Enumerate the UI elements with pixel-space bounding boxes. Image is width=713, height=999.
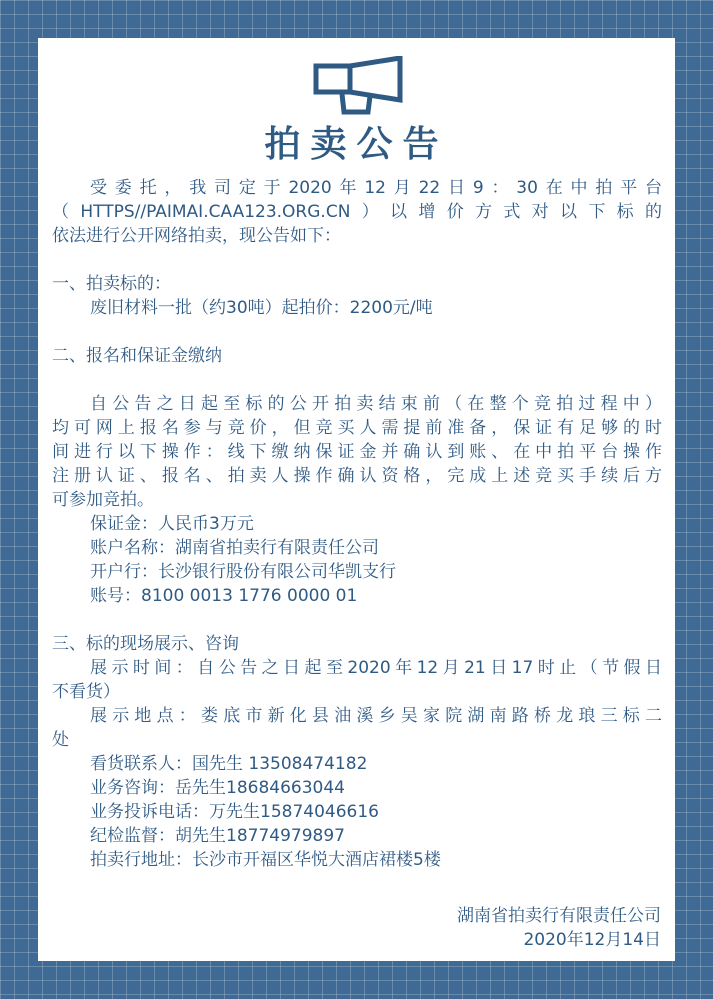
section2-para-line: 间进行以下操作：线下缴纳保证金并确认到账、在中拍平台操作 bbox=[52, 442, 662, 462]
account-number: 账号：8100 0013 1776 0000 01 bbox=[90, 586, 358, 606]
contact-line: 业务投诉电话：万先生15874046616 bbox=[90, 802, 379, 822]
notice-paper bbox=[38, 38, 675, 961]
deposit: 保证金：人民币3万元 bbox=[90, 514, 254, 534]
notice-title: 拍卖公告 bbox=[264, 124, 449, 165]
contact-line: 纪检监督：胡先生18774979897 bbox=[90, 826, 345, 846]
display-place: 处 bbox=[52, 730, 69, 750]
intro-line: （HTTPS//PAIMAI.CAA123.ORG.CN）以增价方式对以下标的 bbox=[52, 202, 662, 222]
section2-para-line: 注册认证、报名、拍卖人操作确认资格，完成上述竞买手续后方 bbox=[52, 466, 662, 486]
intro-line: 受委托，我司定于2020年12月22日9：30在中拍平台 bbox=[90, 178, 662, 198]
megaphone-icon bbox=[310, 56, 406, 116]
display-time: 不看货） bbox=[52, 682, 120, 702]
intro-line: 依法进行公开网络拍卖，现公告如下： bbox=[52, 226, 341, 246]
section2-para-line: 可参加竞拍。 bbox=[52, 490, 154, 510]
contact-line: 业务咨询：岳先生18684663044 bbox=[90, 778, 345, 798]
section2-heading: 二、报名和保证金缴纳 bbox=[52, 346, 222, 366]
section2-para-line: 均可网上报名参与竞价，但竞买人需提前准备，保证有足够的时 bbox=[52, 418, 662, 438]
signature-company: 湖南省拍卖行有限责任公司 bbox=[457, 906, 661, 926]
contact-line: 看货联系人：国先生 13508474182 bbox=[90, 754, 368, 774]
section2-para-line: 自公告之日起至标的公开拍卖结束前（在整个竞拍过程中） bbox=[90, 394, 662, 414]
display-place: 展示地点：娄底市新化县油溪乡吴家院湖南路桥龙琅三标二 bbox=[90, 706, 662, 726]
section3-heading: 三、标的现场展示、咨询 bbox=[52, 634, 239, 654]
signature-date: 2020年12月14日 bbox=[523, 930, 661, 950]
account-name: 账户名称：湖南省拍卖行有限责任公司 bbox=[90, 538, 379, 558]
signature bbox=[457, 904, 661, 952]
bank: 开户行：长沙银行股份有限公司华凯支行 bbox=[90, 562, 396, 582]
section1-heading: 一、拍卖标的： bbox=[52, 274, 171, 294]
notice-body bbox=[52, 176, 662, 872]
contact-line: 拍卖行地址：长沙市开福区华悦大酒店裙楼5楼 bbox=[90, 850, 441, 870]
display-time: 展示时间：自公告之日起至2020年12月21日17时止（节假日 bbox=[90, 658, 662, 678]
section1-item: 废旧材料一批（约30吨）起拍价：2200元/吨 bbox=[90, 298, 433, 318]
